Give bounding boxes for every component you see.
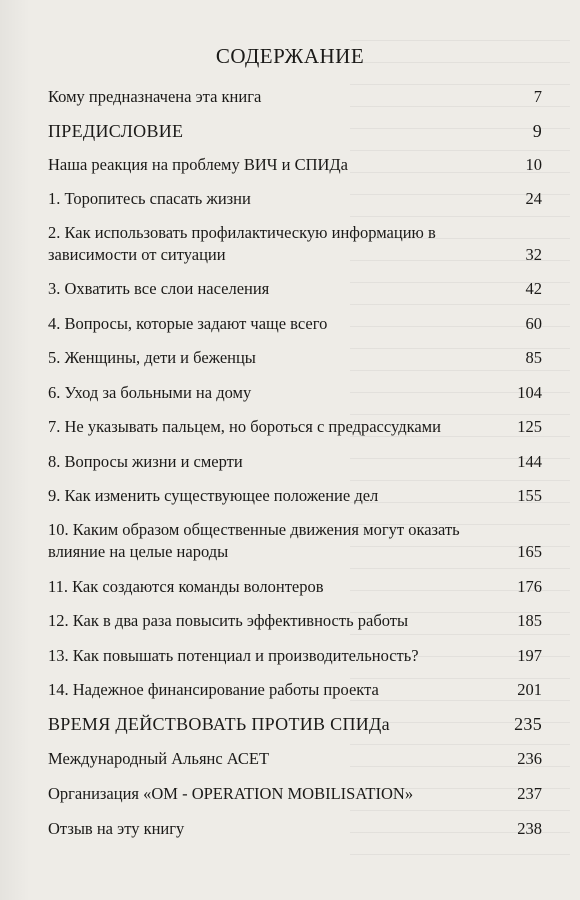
toc-entry-page: 176 bbox=[517, 577, 542, 596]
toc-entry-label: 11. Как создаются команды волонтеров bbox=[48, 577, 324, 596]
toc-entry-page: 155 bbox=[517, 486, 542, 505]
toc-entry-page: 9 bbox=[532, 121, 542, 141]
toc-entry-page: 24 bbox=[525, 189, 542, 208]
toc-entry-label: Кому предназначена эта книга bbox=[48, 87, 262, 106]
toc-entry-label: 3. Охватить все слои населения bbox=[48, 279, 270, 298]
toc-entry bbox=[48, 485, 542, 507]
toc-entry-label: 4. Вопросы, которые задают чаще всего bbox=[48, 314, 328, 333]
toc-entry-page: 10 bbox=[525, 155, 542, 174]
toc-entry-label: 10. Каким образом общественные движения могут оказать влияние на целые народы bbox=[48, 520, 460, 561]
toc-entry bbox=[48, 519, 542, 563]
toc-entry bbox=[48, 645, 542, 667]
toc-entry-page: 144 bbox=[517, 452, 542, 471]
toc-entry-label: 6. Уход за больными на дому bbox=[48, 383, 252, 402]
toc-entry bbox=[48, 818, 542, 840]
toc-entry-label: 14. Надежное финансирование работы проекта bbox=[48, 680, 379, 699]
toc-entry-label: 2. Как использовать профилактическую информацию в зависимости от ситуации bbox=[48, 223, 436, 264]
toc-entry bbox=[48, 576, 542, 598]
toc-entry-page: 7 bbox=[533, 87, 542, 106]
toc-entry-label: Организация «OM - OPERATION MOBILISATION» bbox=[48, 784, 414, 803]
toc-entry bbox=[48, 313, 542, 335]
toc-entry-label: 8. Вопросы жизни и смерти bbox=[48, 452, 243, 471]
toc-entry bbox=[48, 783, 542, 805]
toc-entry-page: 165 bbox=[517, 542, 542, 561]
toc-entry-page: 60 bbox=[525, 314, 542, 333]
toc-entry bbox=[48, 679, 542, 701]
toc-entry-page: 236 bbox=[517, 749, 542, 768]
toc-entry bbox=[48, 188, 542, 210]
toc-entry bbox=[48, 347, 542, 369]
toc-entry-page: 201 bbox=[517, 680, 542, 699]
toc-entry-page: 237 bbox=[517, 784, 542, 803]
toc-entry-label: 7. Не указывать пальцем, но бороться с предрассудками bbox=[48, 417, 441, 436]
toc-entry-page: 238 bbox=[517, 819, 542, 838]
toc-entry-page: 125 bbox=[517, 417, 542, 436]
toc-entry bbox=[48, 222, 542, 266]
toc-entry bbox=[48, 610, 542, 632]
toc-entry bbox=[48, 451, 542, 473]
toc-entry bbox=[48, 154, 542, 176]
toc-entry-label: 5. Женщины, дети и беженцы bbox=[48, 348, 256, 367]
toc-entry bbox=[48, 86, 542, 108]
toc-entry-page: 235 bbox=[514, 714, 542, 734]
page-title: СОДЕРЖАНИЕ bbox=[215, 44, 365, 68]
toc-entry-page: 42 bbox=[525, 279, 542, 298]
toc-entry-page: 197 bbox=[517, 646, 542, 665]
toc-entry-label: ВРЕМЯ ДЕЙСТВОВАТЬ ПРОТИВ СПИДа bbox=[48, 714, 390, 734]
toc-entry bbox=[48, 416, 542, 438]
toc-entry-page: 104 bbox=[517, 383, 542, 402]
toc-entry-page: 185 bbox=[517, 611, 542, 630]
toc-entry-label: Отзыв на эту книгу bbox=[48, 819, 185, 838]
toc-entry bbox=[48, 382, 542, 404]
toc-entry-label: 1. Торопитесь спасать жизни bbox=[48, 189, 251, 208]
toc-section-heading bbox=[48, 713, 542, 735]
toc-entry-page: 85 bbox=[525, 348, 542, 367]
toc-entry-label: 12. Как в два раза повысить эффективность работы bbox=[48, 611, 409, 630]
toc-entry bbox=[48, 278, 542, 300]
toc-entry-label: 9. Как изменить существующее положение дел bbox=[48, 486, 379, 505]
toc-entry-label: Наша реакция на проблему ВИЧ и СПИДа bbox=[48, 155, 348, 174]
toc-entry-label: Международный Альянс АСЕТ bbox=[48, 749, 270, 768]
toc-entry-label: 13. Как повышать потенциал и производительность? bbox=[48, 646, 419, 665]
toc-entry-label: ПРЕДИСЛОВИЕ bbox=[48, 121, 184, 141]
toc-entry bbox=[48, 748, 542, 770]
toc-entry-page: 32 bbox=[525, 245, 542, 264]
toc-section-heading bbox=[48, 120, 542, 142]
